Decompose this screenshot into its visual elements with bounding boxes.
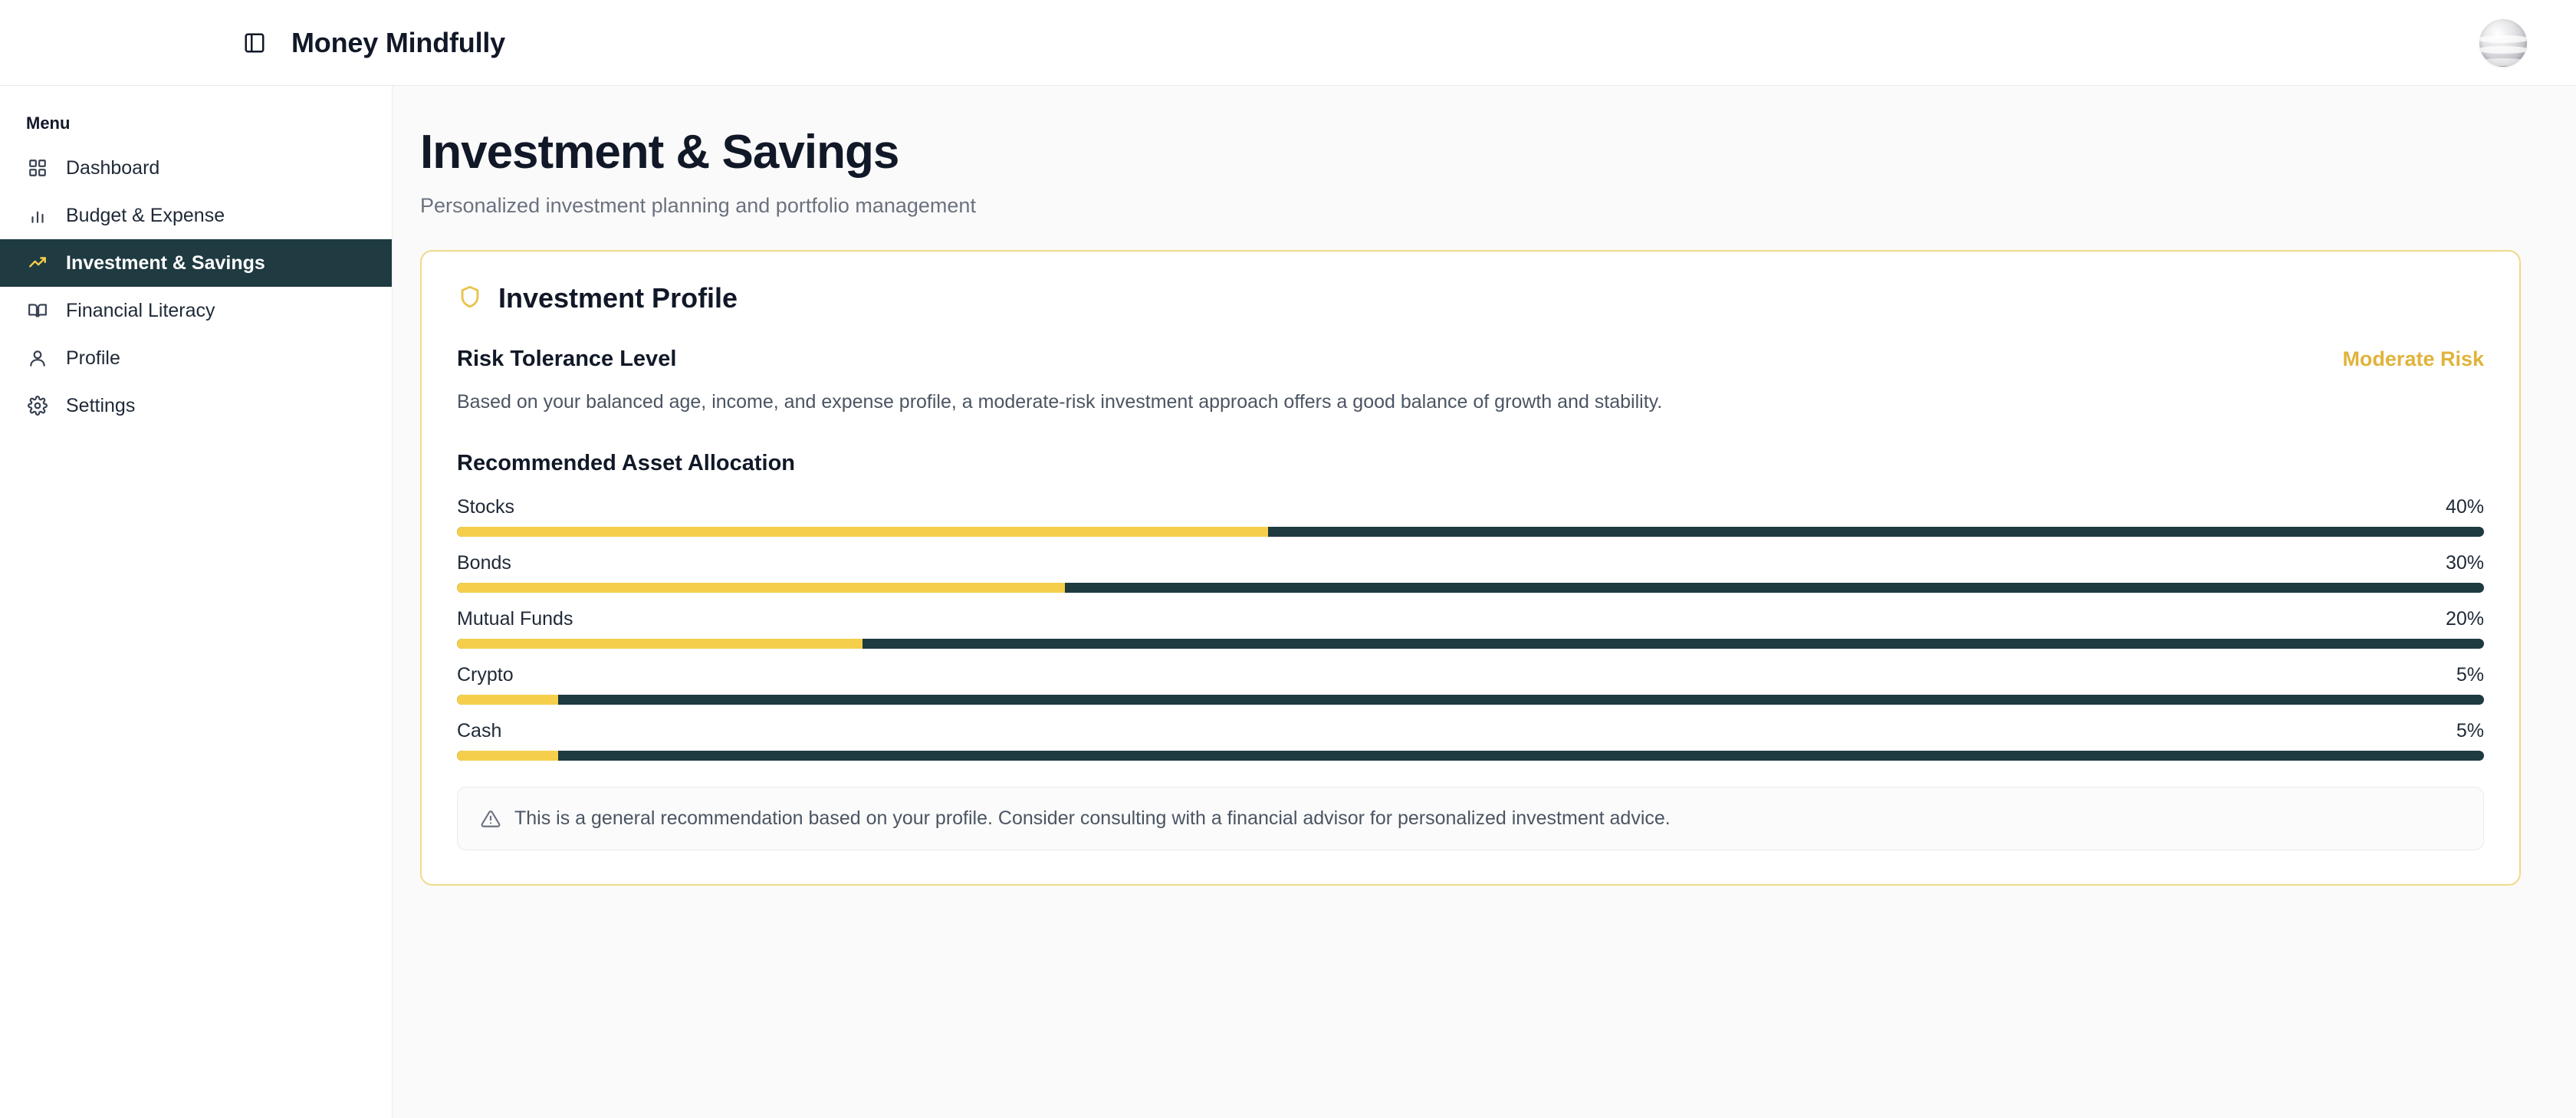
page-title: Investment & Savings [420,126,899,179]
grid-icon [26,158,49,178]
status-badge: Moderate Risk [2342,347,2484,371]
allocation-value: 40% [2445,496,2484,518]
advisory-note [457,787,2484,850]
allocation-bar-track [457,751,2484,761]
allocation-row-bonds [457,552,2484,593]
sidebar-menu-label: Menu [26,113,71,133]
book-open-icon [26,301,49,321]
allocation-label: Bonds [457,552,511,574]
sidebar-item-profile[interactable] [0,334,392,382]
card-title: Investment Profile [498,282,738,314]
sidebar-item-label: Settings [66,394,136,416]
allocation-bar-fill [457,639,863,649]
sidebar-item-dashboard[interactable] [0,144,392,192]
allocation-value: 5% [2456,720,2484,742]
trending-up-icon [26,253,49,273]
sidebar-item-label: Dashboard [66,156,160,179]
allocation-title: Recommended Asset Allocation [457,451,796,476]
allocation-value: 30% [2445,552,2484,574]
allocation-bar-track [457,639,2484,649]
app-brand-title: Money Mindfully [291,26,505,58]
allocation-value: 5% [2456,664,2484,686]
sidebar-item-label: Financial Literacy [66,299,215,321]
sidebar-item-financial-literacy[interactable] [0,287,392,334]
allocation-bar-track [457,527,2484,537]
allocation-label: Stocks [457,496,515,518]
app-shell [0,86,2576,1118]
allocation-bar-fill [457,751,558,761]
allocation-bar-fill [457,583,1065,593]
allocation-row-crypto [457,664,2484,705]
sidebar-item-budget-expense[interactable] [0,192,392,239]
top-bar [0,0,2576,86]
avatar[interactable] [2479,19,2527,67]
allocation-bar-fill [457,527,1268,537]
gear-icon [26,396,49,416]
sidebar-item-label: Profile [66,347,120,369]
bar-chart-icon [26,206,49,225]
allocation-row-mutual-funds [457,608,2484,649]
allocation-list [457,496,2484,761]
warning-triangle-icon [481,809,501,829]
allocation-label: Crypto [457,664,514,686]
allocation-bar-track [457,583,2484,593]
allocation-value: 20% [2445,608,2484,630]
risk-tolerance-row [457,347,2484,372]
risk-description: Based on your balanced age, income, and expense profile, a moderate-risk investment approach offers a good balance of growth and stability. [457,391,1663,413]
allocation-row-cash [457,720,2484,761]
user-icon [26,348,49,368]
allocation-bar-fill [457,695,558,705]
sidebar-item-investment-savings[interactable] [0,239,392,287]
sidebar-item-settings[interactable] [0,382,392,429]
card-header [457,282,2484,314]
sidebar-item-label: Budget & Expense [66,204,225,226]
shield-icon [457,284,483,314]
allocation-bar-track [457,695,2484,705]
allocation-label: Cash [457,720,502,742]
allocation-row-stocks [457,496,2484,537]
investment-profile-card [420,250,2521,886]
risk-tolerance-title: Risk Tolerance Level [457,347,677,372]
allocation-label: Mutual Funds [457,608,573,630]
main-content [393,86,2576,1118]
sidebar [0,86,393,1118]
sidebar-toggle-icon[interactable] [239,28,270,58]
sidebar-item-label: Investment & Savings [66,252,265,274]
advisory-note-text: This is a general recommendation based on your profile. Consider consulting with a financial advisor for personalized investment advice. [514,807,1671,830]
page-subtitle: Personalized investment planning and portfolio management [420,194,976,218]
